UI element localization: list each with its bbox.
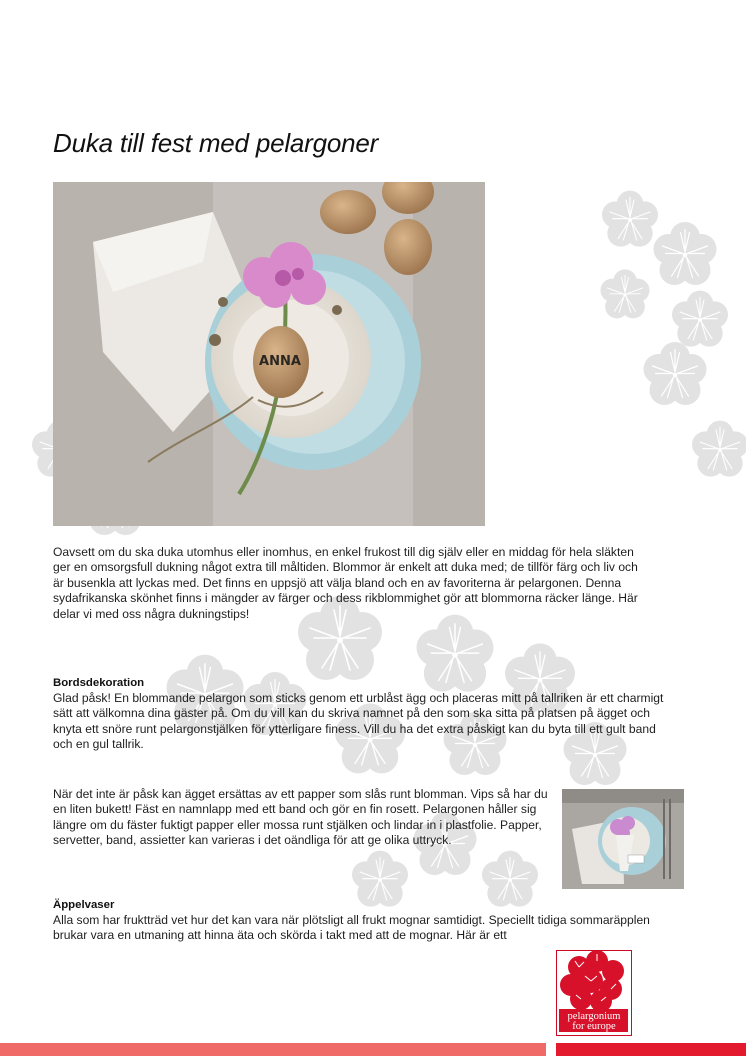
decorative-flower-cluster-right-top [570,180,746,510]
bordsdekoration-paragraph-1: Glad påsk! En blommande pelargon som sticks genom ett urblåst ägg och placeras mitt på tallriken är ett charmigt sätt att välkomna dina gäster på. Om du vill kan du skriva namnet på den som ska sitta på platsen på ägget och knyta ett snöre runt pelargonstjälken för ytterligare finess. Vill du ha det extra påskigt kan du byta till ett gult band och en gul tallrik. [53,691,664,752]
section-heading-appelvaser: Äppelvaser [53,899,115,911]
pelargonium-for-europe-logo [556,950,632,1036]
footer-bar-right [556,1043,746,1056]
appelvaser-paragraph-1: Alla som har fruktträd vet hur det kan vara när plötsligt all frukt mognar samtidigt. Speciellt tidiga sommaräpplen brukar vara en utmaning att hinna äta och skörda i takt med att de mognar. Här är ett [53,913,650,943]
logo-text-line2: for europe [572,1021,616,1032]
egg-name-text: ANNA [259,354,301,369]
section-heading-bordsdekoration: Bordsdekoration [53,677,145,689]
thumbnail-photo [562,789,684,889]
logo-text-line1: pelargonium [567,1011,621,1022]
intro-paragraph: Oavsett om du ska duka utomhus eller inomhus, en enkel frukost till dig själv eller en middag för hela släkten ger en omsorgsfull dukning något extra till måltiden. Blommor är enkelt att duka med; de tillför färg och liv och är busenkla att lyckas med. Det finns en uppsjö att välja bland och en av favoriterna är pelargonen. Denna sydafrikanska skönhet finns i mängder av färger och dess rikblommighet gör att blommorna räcker länge. Här delar vi med oss några dukningstips! [53,545,638,621]
hero-photo [53,182,485,526]
bordsdekoration-paragraph-2: När det inte är påsk kan ägget ersättas av ett papper som slås runt blomman. Vips så har du en liten bukett! Fäst en namnlapp med ett band och gör en fin rosett. Pelargonen håller sig längre om du fäster fuktigt papper eller mossa runt stjälken och lindar in i plastfolie. Papper, servetter, band, assietter kan varieras i det oändliga för att ge olika uttryck. [53,787,548,848]
page-title: Duka till fest med pelargoner [53,128,379,158]
footer-bar-left [0,1043,546,1056]
